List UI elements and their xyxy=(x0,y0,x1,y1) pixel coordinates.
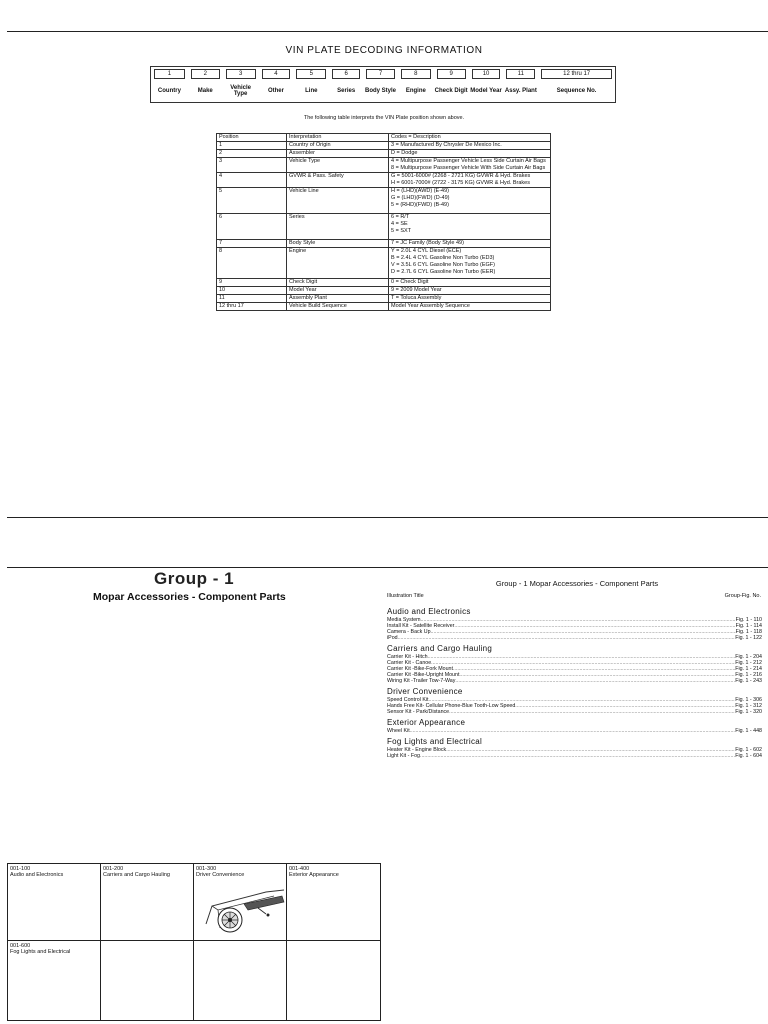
index-item-fig: Fig. 1 - 448 xyxy=(735,728,762,734)
index-item-title: Carrier Kit - Hitch xyxy=(387,654,428,660)
code-line: G = (LHD)(FWD) (D-49) xyxy=(391,195,450,201)
vin-position-label: Vehicle Type xyxy=(230,85,251,97)
vin-position-label: Other xyxy=(267,88,284,94)
table-header-row xyxy=(217,134,551,142)
vin-position-7 xyxy=(363,67,398,102)
index-item-title: Camera - Back Up xyxy=(387,629,431,635)
category-cell[interactable] xyxy=(8,941,101,1020)
index-item-fig: Fig. 1 - 604 xyxy=(735,753,762,759)
index-item[interactable] xyxy=(387,635,762,641)
index-item-title: Sensor Kit - Park/Distance xyxy=(387,709,450,715)
table-cell: Assembly Plant xyxy=(287,295,389,303)
index-item[interactable] xyxy=(387,709,762,715)
table-cell-codes xyxy=(389,287,551,295)
index-item-fig: Fig. 1 - 320 xyxy=(735,709,762,715)
table-cell: 9 xyxy=(217,279,287,287)
vin-position-label: Make xyxy=(197,88,213,94)
index-item[interactable] xyxy=(387,753,762,759)
table-cell-codes xyxy=(389,240,551,248)
index-col-right: Group-Fig. No. xyxy=(724,593,761,599)
table-row xyxy=(217,142,551,150)
category-code: 001-300 xyxy=(196,866,217,872)
vin-position-number: 2 xyxy=(191,69,220,79)
table-cell-codes xyxy=(389,279,551,287)
table-cell-codes xyxy=(389,158,551,173)
table-row xyxy=(217,279,551,287)
index-section-heading: Driver Convenience xyxy=(387,687,463,696)
vin-position-1 xyxy=(151,67,188,102)
vin-position-12 xyxy=(538,67,615,102)
code-line: 3 = Manufactured By Chrysler De Mexico Inc. xyxy=(391,142,502,148)
group-subtitle: Mopar Accessories - Component Parts xyxy=(93,591,286,603)
vin-plate-diagram xyxy=(150,66,616,103)
vin-position-label: Assy. Plant xyxy=(504,88,537,94)
code-line: 7 = JC Family (Body Style 49) xyxy=(391,240,464,246)
index-item-fig: Fig. 1 - 602 xyxy=(735,747,762,753)
table-cell-codes xyxy=(389,142,551,150)
page-divider xyxy=(7,517,768,518)
table-row xyxy=(217,248,551,279)
table-cell: 3 xyxy=(217,158,287,173)
table-cell: Vehicle Line xyxy=(287,188,389,214)
index-section-heading: Carriers and Cargo Hauling xyxy=(387,644,493,653)
table-cell: Assembler xyxy=(287,150,389,158)
vin-position-6 xyxy=(329,67,363,102)
index-item-fig: Fig. 1 - 118 xyxy=(735,629,762,635)
table-cell: 2 xyxy=(217,150,287,158)
index-item-title: Hands Free Kit- Cellular Phone-Blue Tooth-Low Speed xyxy=(387,703,516,709)
vin-position-9 xyxy=(434,67,469,102)
table-cell: Vehicle Type xyxy=(287,158,389,173)
index-title: Group - 1 Mopar Accessories - Component Parts xyxy=(495,579,659,588)
index-item-fig: Fig. 1 - 122 xyxy=(735,635,762,641)
index-item-title: Carrier Kit -Bike-Fork Mount xyxy=(387,666,453,672)
leader-dots xyxy=(455,678,735,684)
table-cell: 5 xyxy=(217,188,287,214)
table-cell: Engine xyxy=(287,248,389,279)
vin-position-label: Country xyxy=(157,88,181,94)
category-code: 001-400 xyxy=(289,866,310,872)
table-header-cell: Position xyxy=(217,134,287,142)
table-row xyxy=(217,303,551,311)
vin-position-number: 12 thru 17 xyxy=(541,69,612,79)
table-cell: 12 thru 17 xyxy=(217,303,287,311)
category-label: Driver Convenience xyxy=(196,872,245,878)
category-label: Exterior Appearance xyxy=(289,872,339,878)
code-line: 9 = 2009 Model Year xyxy=(391,287,442,293)
vin-position-8 xyxy=(398,67,434,102)
category-cell[interactable] xyxy=(287,864,380,941)
vin-position-number: 10 xyxy=(472,69,501,79)
code-line: H = (LHD)(AWD) (E-49) xyxy=(391,188,450,194)
vin-position-label: Engine xyxy=(405,88,426,94)
category-cell[interactable] xyxy=(8,864,101,941)
table-cell: 1 xyxy=(217,142,287,150)
vin-position-label: Sequence No. xyxy=(556,88,597,94)
index-item-title: Wiring Kit -Trailer Tow-7-Way xyxy=(387,678,456,684)
code-line: T = Toluca Assembly xyxy=(391,295,442,301)
category-cell xyxy=(287,941,380,1020)
index-item-fig: Fig. 1 - 312 xyxy=(735,703,762,709)
table-cell-codes xyxy=(389,173,551,188)
index-item-fig: Fig. 1 - 214 xyxy=(735,666,762,672)
index-item-fig: Fig. 1 - 216 xyxy=(735,672,762,678)
vin-position-label: Model Year xyxy=(470,88,502,94)
table-row xyxy=(217,240,551,248)
code-line: D = 2.7L 6 CYL Gasoline Non Turbo (EER) xyxy=(391,269,496,275)
code-line: 0 = Check Digit xyxy=(391,279,429,285)
index-item-fig: Fig. 1 - 243 xyxy=(735,678,762,684)
table-cell: 10 xyxy=(217,287,287,295)
vin-position-number: 4 xyxy=(262,69,291,79)
table-cell: Vehicle Build Sequence xyxy=(287,303,389,311)
index-item-title: Wheel Kit xyxy=(387,728,410,734)
table-row xyxy=(217,150,551,158)
code-line: B = 2.4L 4 CYL Gasoline Non Turbo (ED3) xyxy=(391,255,495,261)
code-line: D = Dodge xyxy=(391,150,418,156)
vin-position-number: 1 xyxy=(154,69,185,79)
vin-position-3 xyxy=(223,67,259,102)
code-line: 5 = (RHD)(FWD) (B-49) xyxy=(391,202,449,208)
top-rule xyxy=(7,31,768,32)
code-line: Y = 2.0L 4 CYL Diesel (ECE) xyxy=(391,248,462,254)
table-cell: 6 xyxy=(217,214,287,240)
leader-dots xyxy=(410,728,736,734)
table-row xyxy=(217,214,551,240)
table-cell-codes xyxy=(389,214,551,240)
vin-position-2 xyxy=(188,67,223,102)
table-cell-codes xyxy=(389,295,551,303)
table-row xyxy=(217,295,551,303)
index-item-title: Speed Control Kit xyxy=(387,697,429,703)
category-code: 001-100 xyxy=(10,866,31,872)
table-cell-codes xyxy=(389,303,551,311)
section-rule xyxy=(7,567,768,568)
index-item-title: Media System xyxy=(387,617,421,623)
vin-position-label: Line xyxy=(305,88,318,94)
index-item-title: Carrier Kit - Canoe xyxy=(387,660,432,666)
vin-position-5 xyxy=(293,67,329,102)
code-line: 8 = Multipurpose Passenger Vehicle With Side Curtain Air Bags xyxy=(391,165,546,171)
leader-dots xyxy=(398,635,736,641)
table-cell-codes xyxy=(389,188,551,214)
code-line: 6 = R/T xyxy=(391,214,410,220)
code-line: 4 = Multipurpose Passenger Vehicle Less Side Curtain Air Bags xyxy=(391,158,546,164)
index-item-title: Carrier Kit -Bike-Upright Mount xyxy=(387,672,460,678)
table-cell: 11 xyxy=(217,295,287,303)
index-item-fig: Fig. 1 - 114 xyxy=(735,623,762,629)
table-cell: 7 xyxy=(217,240,287,248)
code-line: 4 = SE xyxy=(391,221,408,227)
code-line: H = 6001-7000# (2722 - 3175 KG) GVWR & Hyd. Brakes xyxy=(391,180,530,186)
vin-position-number: 9 xyxy=(437,69,466,79)
vin-title: VIN PLATE DECODING INFORMATION xyxy=(285,45,483,56)
category-cell xyxy=(101,941,194,1020)
table-row xyxy=(217,158,551,173)
group-title: Group - 1 xyxy=(154,569,235,588)
category-cell xyxy=(194,941,287,1020)
index-item-title: Install Kit - Satellite Receiver xyxy=(387,623,455,629)
category-code: 001-600 xyxy=(10,943,31,949)
table-cell: 8 xyxy=(217,248,287,279)
table-cell: Series xyxy=(287,214,389,240)
index-item-fig: Fig. 1 - 110 xyxy=(735,617,762,623)
index-item[interactable] xyxy=(387,728,762,734)
table-cell: Model Year xyxy=(287,287,389,295)
category-grid xyxy=(7,863,381,1021)
index-section-heading: Audio and Electronics xyxy=(387,607,471,616)
table-header-cell: Codes = Description xyxy=(389,134,551,142)
category-label: Carriers and Cargo Hauling xyxy=(103,872,170,878)
category-cell[interactable] xyxy=(101,864,194,941)
index-item-fig: Fig. 1 - 306 xyxy=(735,697,762,703)
table-row xyxy=(217,287,551,295)
table-cell: Check Digit xyxy=(287,279,389,287)
code-line: Model Year Assembly Sequence xyxy=(391,303,470,309)
leader-dots xyxy=(449,709,735,715)
index-item-title: Heater Kit - Engine Block xyxy=(387,747,447,753)
table-cell-codes xyxy=(389,150,551,158)
vin-position-number: 6 xyxy=(332,69,360,79)
leader-dots xyxy=(420,753,735,759)
table-header-cell: Interpretation xyxy=(287,134,389,142)
code-line: 5 = SXT xyxy=(391,228,412,234)
vin-position-number: 7 xyxy=(366,69,395,79)
vin-position-table xyxy=(216,133,551,311)
vin-position-number: 5 xyxy=(296,69,326,79)
table-cell-codes xyxy=(389,248,551,279)
category-label: Fog Lights and Electrical xyxy=(10,949,71,955)
category-code: 001-200 xyxy=(103,866,124,872)
vin-position-number: 8 xyxy=(401,69,431,79)
index-item-fig: Fig. 1 - 212 xyxy=(735,660,762,666)
table-cell: Country of Origin xyxy=(287,142,389,150)
wheel-kit-illustration xyxy=(204,884,286,936)
vin-position-label: Check Digit xyxy=(434,88,468,94)
index-item-title: Light Kit - Fog xyxy=(387,753,420,759)
index-item-fig: Fig. 1 - 204 xyxy=(735,654,762,660)
vin-position-number: 11 xyxy=(506,69,535,79)
index-item[interactable] xyxy=(387,678,762,684)
index-col-left: Illustration Title xyxy=(387,593,424,599)
code-line: G = 5001-6000# (2268 - 2721 KG) GVWR & Hyd. Brakes xyxy=(391,173,531,179)
category-label: Audio and Electronics xyxy=(10,872,64,878)
vin-position-label: Series xyxy=(337,88,356,94)
vin-position-10 xyxy=(469,67,504,102)
index-section-heading: Exterior Appearance xyxy=(387,718,466,727)
index-section-heading: Fog Lights and Electrical xyxy=(387,737,483,746)
table-row xyxy=(217,188,551,214)
vin-note: The following table interprets the VIN Plate position shown above. xyxy=(303,115,465,121)
vin-position-4 xyxy=(259,67,294,102)
table-cell: GVWR & Pass. Safety xyxy=(287,173,389,188)
code-line: V = 3.5L 6 CYL Gasoline Non Turbo (EGF) xyxy=(391,262,495,268)
table-row xyxy=(217,173,551,188)
index-item-title: iPod xyxy=(387,635,398,641)
vin-position-11 xyxy=(503,67,538,102)
table-cell: 4 xyxy=(217,173,287,188)
table-cell: Body Style xyxy=(287,240,389,248)
illustration-index xyxy=(387,604,762,759)
vin-position-label: Body Style xyxy=(364,88,396,94)
vin-position-number: 3 xyxy=(226,69,256,79)
